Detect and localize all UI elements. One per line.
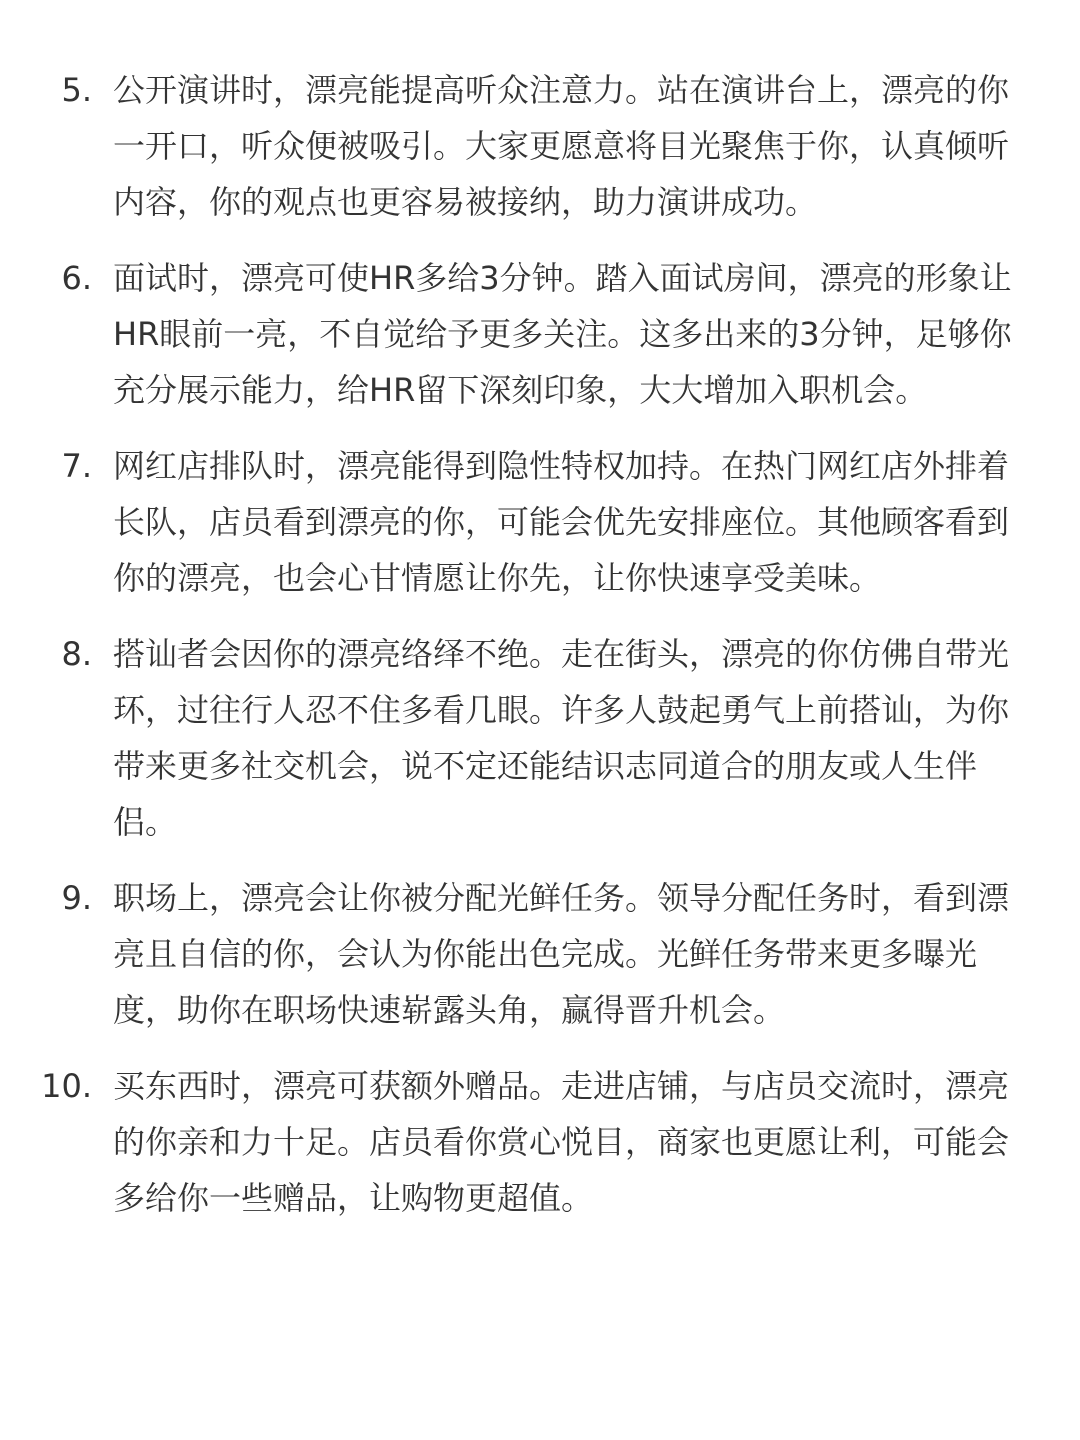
list-item: [0, 438, 1080, 606]
list-item-number: 10.: [41, 1067, 92, 1105]
list-item: [0, 626, 1080, 850]
list-item-text: 职场上，漂亮会让你被分配光鲜任务。领导分配任务时，看到漂亮且自信的你，会认为你能出色完成。光鲜任务带来更多曝光度，助你在职场快速崭露头角，赢得晋升机会。: [113, 879, 1010, 1029]
list-item: [0, 250, 1080, 418]
numbered-list: [0, 62, 1080, 1246]
list-item-text: 面试时，漂亮可使HR多给3分钟。踏入面试房间，漂亮的形象让HR眼前一亮，不自觉给予更多关注。这多出来的3分钟，足够你充分展示能力，给HR留下深刻印象，大大增加入职机会。: [113, 259, 1012, 409]
list-item-text: 买东西时，漂亮可获额外赠品。走进店铺，与店员交流时，漂亮的你亲和力十足。店员看你赏心悦目，商家也更愿让利，可能会多给你一些赠品，让购物更超值。: [113, 1067, 1010, 1217]
list-item-text: 网红店排队时，漂亮能得到隐性特权加持。在热门网红店外排着长队，店员看到漂亮的你，可能会优先安排座位。其他顾客看到你的漂亮，也会心甘情愿让你先，让你快速享受美味。: [113, 447, 1010, 597]
list-item: [0, 62, 1080, 230]
list-item: [0, 870, 1080, 1038]
list-item-number: 5.: [61, 71, 92, 109]
list-item-number: 7.: [61, 447, 92, 485]
list-item-number: 8.: [61, 635, 92, 673]
list-item-number: 6.: [61, 259, 92, 297]
list-item-text: 公开演讲时，漂亮能提高听众注意力。站在演讲台上，漂亮的你一开口，听众便被吸引。大家更愿意将目光聚焦于你，认真倾听内容，你的观点也更容易被接纳，助力演讲成功。: [113, 71, 1010, 221]
list-item-text: 搭讪者会因你的漂亮络绎不绝。走在街头，漂亮的你仿佛自带光环，过往行人忍不住多看几眼。许多人鼓起勇气上前搭讪，为你带来更多社交机会，说不定还能结识志同道合的朋友或人生伴侣。: [113, 635, 1010, 841]
list-item: [0, 1058, 1080, 1226]
list-item-number: 9.: [61, 879, 92, 917]
